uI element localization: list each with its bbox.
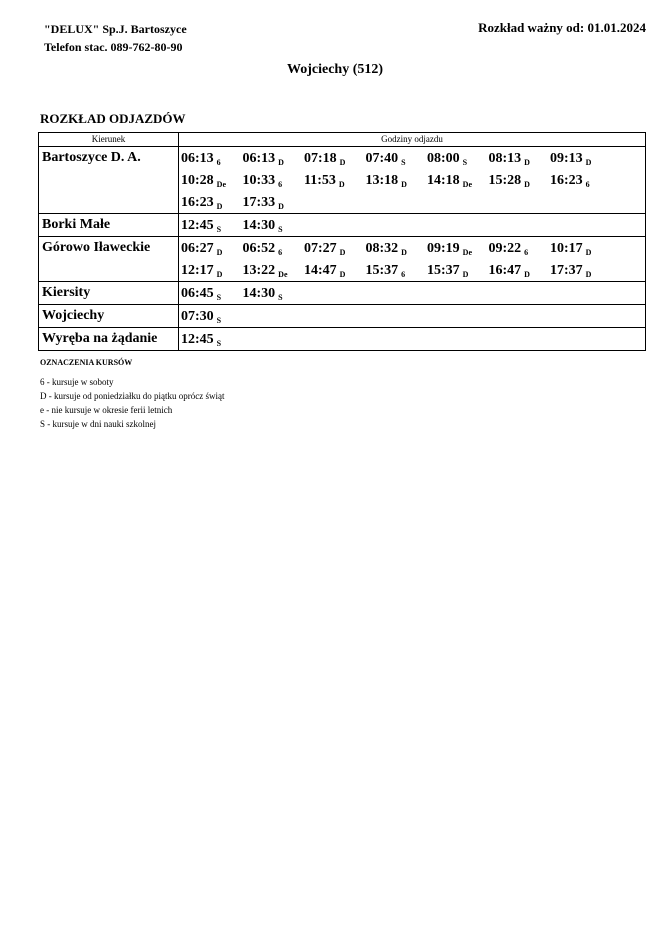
time-value: 16:47 — [488, 263, 522, 278]
departure-line — [181, 259, 645, 281]
departure-time — [550, 260, 612, 286]
time-value: 06:13 — [242, 151, 276, 166]
course-mark: D — [524, 180, 530, 189]
course-mark: D — [339, 248, 346, 257]
departure-time — [427, 170, 489, 196]
destination-cell: Borki Małe — [39, 214, 179, 237]
departure-line — [181, 237, 645, 259]
time-value: 07:18 — [304, 151, 337, 166]
time-value: 09:13 — [550, 151, 583, 166]
timetable-row — [39, 328, 646, 351]
departure-time — [366, 170, 428, 196]
course-mark: D — [338, 180, 345, 189]
time-value: 13:22 — [242, 263, 276, 278]
timetable-body — [39, 147, 646, 351]
departure-times-cell — [179, 147, 646, 214]
time-value: 11:53 — [304, 173, 336, 188]
departure-line — [181, 147, 645, 169]
course-mark: 6 — [401, 270, 406, 279]
legend-item: D - kursuje od poniedziałku do piątku oprócz świąt — [40, 391, 225, 401]
time-value: 12:45 — [181, 218, 214, 233]
course-mark: D — [585, 158, 592, 167]
time-value: 12:17 — [181, 263, 214, 278]
destination-cell: Wyręba na żądanie — [39, 328, 179, 351]
departure-line — [181, 328, 645, 350]
departure-time — [366, 260, 428, 286]
time-value: 10:17 — [550, 241, 583, 256]
time-value: 17:37 — [550, 263, 583, 278]
time-value: 15:28 — [488, 173, 522, 188]
departure-line — [181, 169, 645, 191]
time-value: 17:33 — [242, 195, 276, 210]
timetable-header-row — [39, 133, 646, 147]
departure-times-cell — [179, 214, 646, 237]
time-value: 10:28 — [181, 173, 214, 188]
course-mark: S — [216, 225, 222, 234]
course-mark: 6 — [278, 248, 283, 257]
legend-list — [40, 375, 224, 431]
course-mark: 6 — [524, 248, 529, 257]
departure-time — [489, 260, 551, 286]
course-mark: De — [278, 270, 288, 279]
legend-item: e - nie kursuje w okresie ferii letnich — [40, 405, 173, 415]
course-mark: S — [216, 316, 222, 325]
course-mark: De — [216, 180, 226, 189]
time-value: 10:33 — [242, 173, 276, 188]
timetable-row — [39, 214, 646, 237]
time-value: 09:22 — [488, 241, 522, 256]
course-mark: 6 — [216, 158, 221, 167]
time-value: 14:18 — [427, 173, 460, 188]
destination-cell: Wojciechy — [39, 305, 179, 328]
timetable — [38, 132, 646, 351]
time-value: 08:32 — [365, 241, 399, 256]
destination-cell: Bartoszyce D. A. — [39, 147, 179, 214]
timetable-row — [39, 237, 646, 282]
course-mark: D — [401, 248, 407, 257]
time-value: 07:30 — [181, 309, 214, 324]
time-value: 15:37 — [365, 263, 399, 278]
company-info — [44, 20, 187, 56]
time-value: 09:19 — [427, 241, 460, 256]
course-mark: S — [401, 158, 406, 167]
course-mark: 6 — [585, 180, 590, 189]
course-mark: D — [462, 270, 469, 279]
course-mark: D — [401, 180, 407, 189]
time-value: 07:27 — [304, 241, 337, 256]
legend-item: S - kursuje w dni nauki szkolnej — [40, 419, 156, 429]
course-mark: S — [216, 293, 222, 302]
time-value: 14:30 — [242, 218, 276, 233]
destination-cell: Kiersity — [39, 282, 179, 305]
company-phone: Telefon stac. 089-762-80-90 — [44, 40, 183, 54]
time-value: 06:52 — [242, 241, 276, 256]
course-mark: S — [278, 293, 283, 302]
departure-times-cell — [179, 328, 646, 351]
time-value: 06:13 — [181, 151, 214, 166]
course-mark: 6 — [278, 180, 283, 189]
departure-time — [243, 283, 305, 309]
departure-time — [427, 260, 489, 286]
course-mark: D — [278, 158, 284, 167]
course-mark: D — [339, 270, 346, 279]
time-value: 06:27 — [181, 241, 214, 256]
departure-time — [550, 170, 612, 196]
departure-line — [181, 214, 645, 236]
time-value: 16:23 — [181, 195, 214, 210]
departure-time — [304, 170, 366, 196]
course-mark: S — [278, 225, 283, 234]
departure-times-cell — [179, 237, 646, 282]
times-column-header: Godziny odjazdu — [179, 133, 646, 147]
time-value: 06:45 — [181, 286, 214, 301]
time-value: 07:40 — [365, 151, 399, 166]
course-mark: De — [462, 180, 472, 189]
time-value: 08:13 — [488, 151, 522, 166]
departure-time — [489, 170, 551, 196]
departure-time — [304, 260, 366, 286]
time-value: 08:00 — [427, 151, 460, 166]
course-mark: D — [216, 248, 223, 257]
course-mark: De — [462, 248, 472, 257]
course-mark: S — [462, 158, 468, 167]
time-value: 16:23 — [550, 173, 583, 188]
destination-cell: Górowo Iławeckie — [39, 237, 179, 282]
time-value: 14:47 — [304, 263, 337, 278]
course-mark: D — [585, 248, 592, 257]
legend-item: 6 - kursuje w soboty — [40, 377, 114, 387]
course-mark: D — [339, 158, 346, 167]
course-mark: S — [216, 339, 222, 348]
course-mark: D — [278, 202, 284, 211]
time-value: 15:37 — [427, 263, 460, 278]
legend-title: OZNACZENIA KURSÓW — [40, 358, 133, 367]
course-mark: D — [524, 158, 530, 167]
departure-time — [181, 329, 243, 355]
time-value: 14:30 — [242, 286, 276, 301]
section-title: ROZKŁAD ODJAZDÓW — [40, 111, 186, 126]
timetable-row — [39, 305, 646, 328]
direction-column-header: Kierunek — [39, 133, 179, 147]
time-value: 12:45 — [181, 332, 214, 347]
timetable-row — [39, 147, 646, 214]
company-name: "DELUX" Sp.J. Bartoszyce — [44, 22, 187, 36]
time-value: 13:18 — [365, 173, 399, 188]
course-mark: D — [216, 202, 223, 211]
route-title: Wojciechy (512) — [286, 62, 384, 77]
validity-date: Rozkład ważny od: 01.01.2024 — [478, 20, 646, 35]
course-mark: D — [524, 270, 530, 279]
course-mark: D — [585, 270, 592, 279]
course-mark: D — [216, 270, 223, 279]
